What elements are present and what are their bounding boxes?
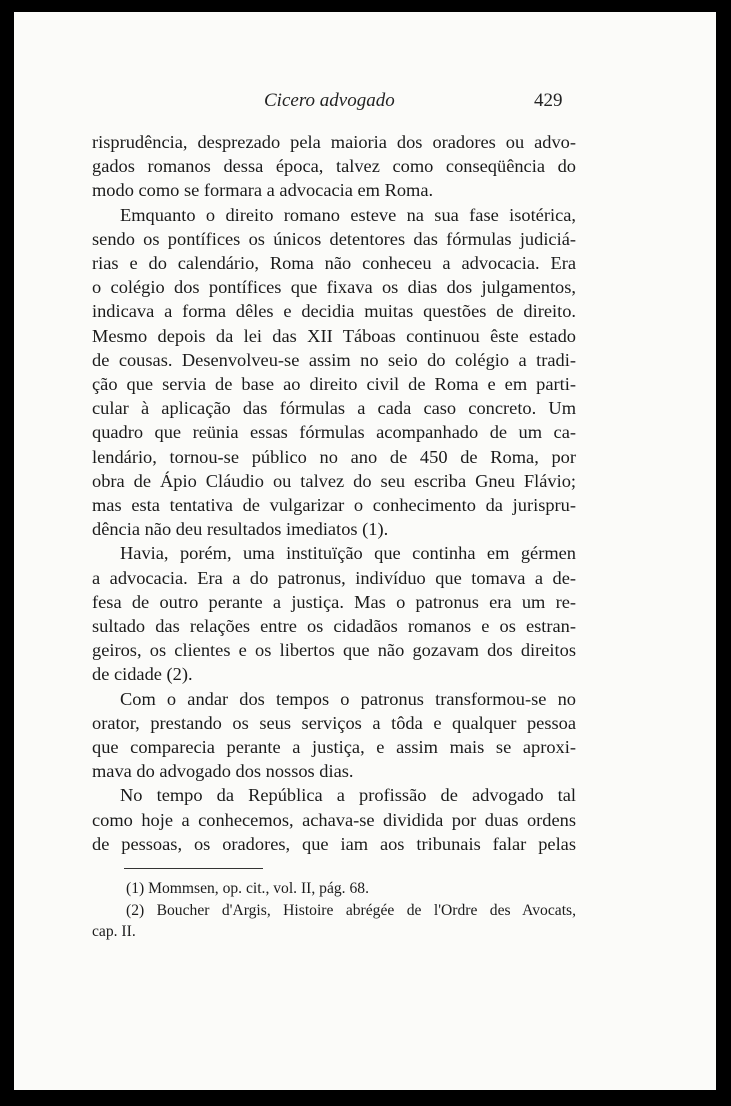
paragraph-3 — [92, 541, 576, 686]
text-line: a advocacia. Era a do patronus, indivíduo que tomava a de- — [92, 567, 576, 588]
text-line: rias e do calendário, Roma não conheceu a advocacia. Era — [92, 253, 576, 274]
footnote-divider — [124, 868, 263, 869]
footnote-2-continuation: cap. II. — [92, 923, 136, 940]
text-line: quadro que reünia essas fórmulas acompanhado de um ca- — [92, 422, 576, 443]
footnote-1: (1) Mommsen, op. cit., vol. II, pág. 68. — [126, 880, 369, 897]
book-page — [14, 12, 716, 1090]
text-line: fesa de outro perante a justiça. Mas o patronus era um re- — [92, 591, 576, 612]
text-line: mava do advogado dos nossos dias. — [92, 761, 354, 782]
text-line: ção que servia de base ao direito civil de Roma e em parti- — [92, 374, 576, 395]
text-line: de cidade (2). — [92, 664, 193, 685]
text-line: Havia, porém, uma instituïção que continha em gérmen — [120, 543, 576, 564]
text-line: de pessoas, os oradores, que iam aos tribunais falar pelas — [92, 833, 576, 854]
footnotes — [92, 878, 576, 943]
paragraph-5 — [92, 783, 576, 856]
footnote-2: (2) Boucher d'Argis, Histoire abrégée de l'Ordre des Avocats, — [126, 901, 576, 919]
text-line: No tempo da República a profissão de advogado tal — [120, 785, 576, 806]
text-line: indicava a forma dêles e decidia muitas questões de direito. — [92, 301, 576, 322]
text-line: cular à aplicação das fórmulas a cada caso concreto. Um — [92, 398, 576, 419]
text-line: que comparecia perante a justiça, e assim mais se aproxi- — [92, 737, 576, 758]
text-line: geiros, os clientes e os libertos que não gozavam dos direitos — [92, 640, 576, 661]
paragraph-2 — [92, 203, 576, 542]
text-line: orator, prestando os seus serviços a tôda e qualquer pessoa — [92, 712, 576, 733]
text-line: lendário, tornou-se público no ano de 450 de Roma, por — [92, 446, 576, 467]
text-line: mas esta tentativa de vulgarizar o conhecimento da jurispru- — [92, 495, 576, 516]
text-line: sultado das relações entre os cidadãos romanos e os estran- — [92, 616, 576, 637]
text-line: Com o andar dos tempos o patronus transformou-se no — [120, 688, 576, 709]
text-line: Mesmo depois da lei das XII Táboas continuou êste estado — [92, 325, 576, 346]
page-header — [14, 90, 716, 120]
text-line: gados romanos dessa época, talvez como conseqüência do — [92, 156, 576, 177]
text-line: de cousas. Desenvolveu-se assim no seio do colégio a tradi- — [92, 349, 576, 370]
page-number: 429 — [534, 90, 563, 111]
text-line: o colégio dos pontífices que fixava os dias dos julgamentos, — [92, 277, 576, 298]
text-line: obra de Ápio Cláudio ou talvez do seu escriba Gneu Flávio; — [92, 470, 576, 491]
body-text — [92, 130, 576, 856]
text-line: dência não deu resultados imediatos (1). — [92, 519, 389, 540]
text-line: Emquanto o direito romano esteve na sua fase isotérica, — [120, 204, 576, 225]
running-title: Cicero advogado — [264, 90, 395, 111]
paragraph-1 — [92, 130, 576, 203]
text-line: modo como se formara a advocacia em Roma. — [92, 180, 434, 201]
text-line: sendo os pontífices os únicos detentores das fórmulas judiciá- — [92, 228, 576, 249]
text-line: como hoje a conhecemos, achava-se dividida por duas ordens — [92, 809, 576, 830]
paragraph-4 — [92, 687, 576, 784]
text-line: risprudência, desprezado pela maioria dos oradores ou advo- — [92, 132, 576, 152]
